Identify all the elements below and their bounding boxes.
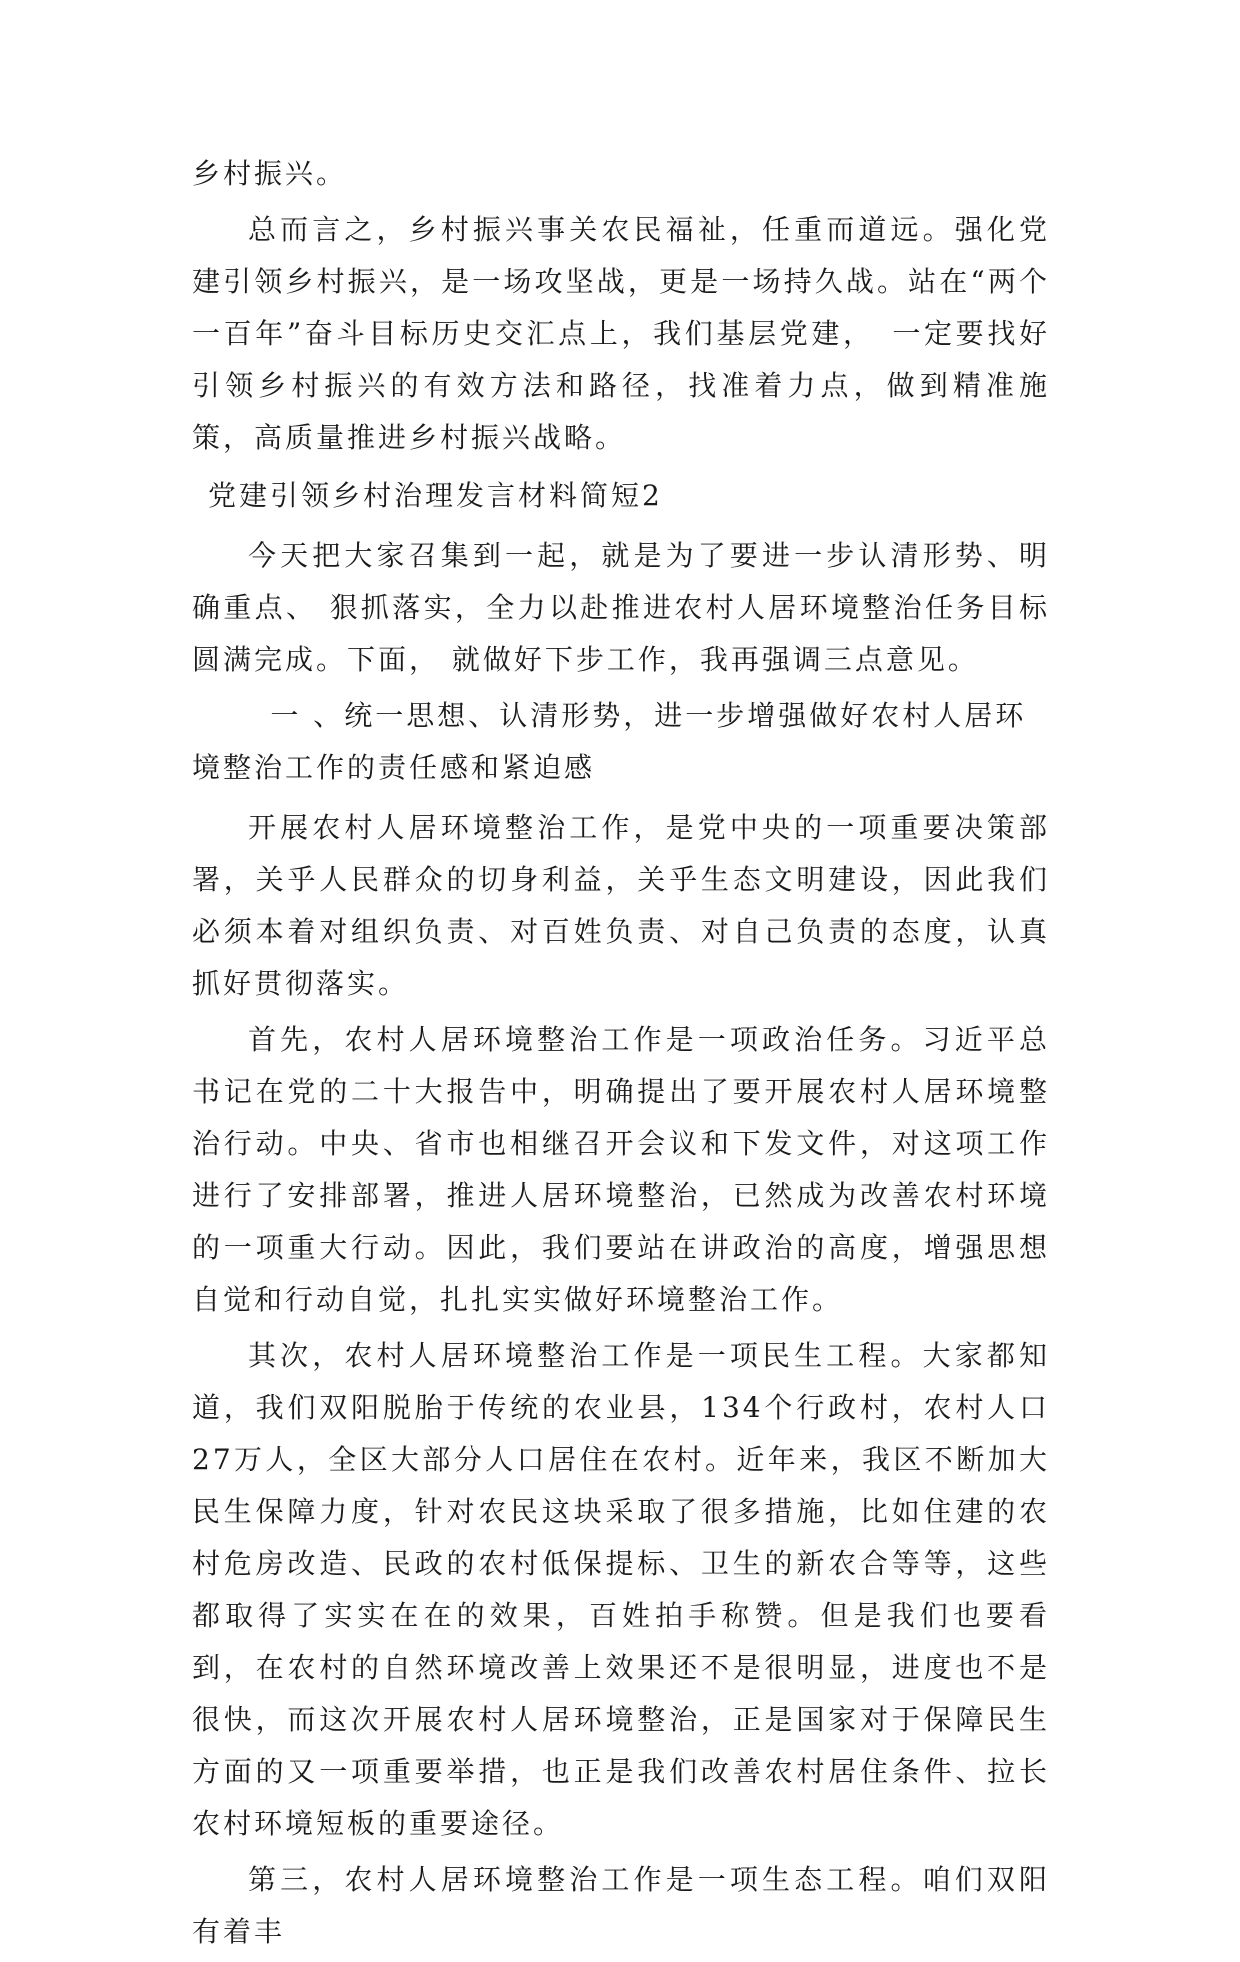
document-title: 党建引领乡村治理发言材料简短2	[208, 479, 663, 512]
paragraph-continuation: 乡村振兴。	[192, 157, 348, 190]
paragraph-overview: 开展农村人居环境整治工作，是党中央的一项重要决策部署，关乎人民群众的切身利益，关乎生态文明建设，因此我们必须本着对组织负责、对百姓负责、对自己负责的态度，认真抓好贯彻落实。	[192, 811, 1050, 1000]
paragraph-conclusion: 总而言之，乡村振兴事关农民福祉，任重而道远。强化党建引领乡村振兴，是一场攻坚战，更是一场持久战。站在“两个一百年”奋斗目标历史交汇点上，我们基层党建， 一定要找好引领乡村振兴的有效方法和路径，找准着力点，做到精准施策，高质量推进乡村振兴战略。	[192, 213, 1050, 454]
paragraph-intro: 今天把大家召集到一起，就是为了要进一步认清形势、明确重点、 狠抓落实，全力以赴推进农村人居环境整治任务目标圆满完成。下面， 就做好下步工作，我再强调三点意见。	[192, 539, 1050, 676]
section-heading-one: 一 、统一思想、认清形势，进一步增强做好农村人居环境整治工作的责任感和紧迫感	[192, 699, 1027, 784]
paragraph-third-point: 第三，农村人居环境整治工作是一项生态工程。咱们双阳有着丰	[192, 1863, 1050, 1948]
paragraph-first-point: 首先，农村人居环境整治工作是一项政治任务。习近平总书记在党的二十大报告中，明确提出了要开展农村人居环境整治行动。中央、省市也相继召开会议和下发文件，对这项工作进行了安排部署，推进人居环境整治，已然成为改善农村环境的一项重大行动。因此，我们要站在讲政治的高度，增强思想自觉和行动自觉，扎扎实实做好环境整治工作。	[192, 1023, 1050, 1316]
paragraph-second-point: 其次，农村人居环境整治工作是一项民生工程。大家都知道，我们双阳脱胎于传统的农业县，134个行政村，农村人口27万人，全区大部分人口居住在农村。近年来，我区不断加大民生保障力度，针对农民这块采取了很多措施，比如住建的农村危房改造、民政的农村低保提标、卫生的新农合等等，这些都取得了实实在在的效果，百姓拍手称赞。但是我们也要看到，在农村的自然环境改善上效果还不是很明显，进度也不是很快，而这次开展农村人居环境整治，正是国家对于保障民生方面的又一项重要举措，也正是我们改善农村居住条件、拉长农村环境短板的重要途径。	[192, 1339, 1050, 1840]
document-body	[192, 148, 1050, 1962]
